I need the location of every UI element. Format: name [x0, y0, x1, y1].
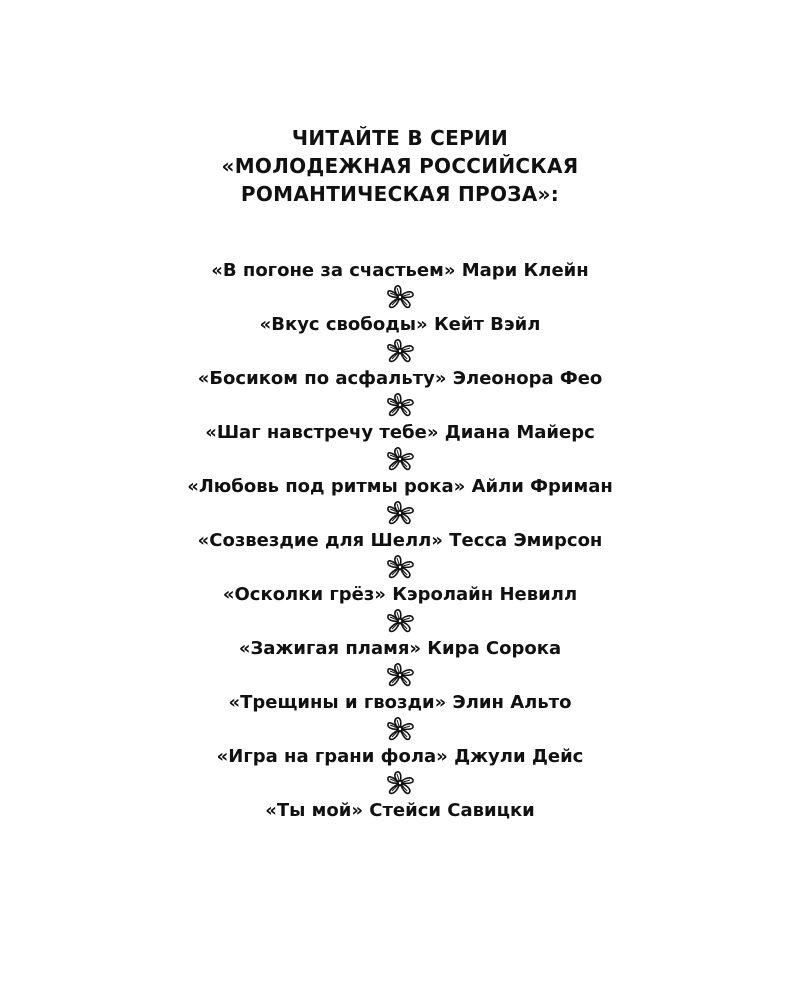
book-author: Элеонора Фео	[452, 368, 603, 389]
book-title: «Осколки грёз»	[222, 584, 386, 605]
book-title: «Ты мой»	[265, 800, 363, 821]
list-item	[0, 797, 800, 824]
flower-icon	[0, 338, 800, 365]
flower-icon	[0, 662, 800, 689]
list-item	[0, 743, 800, 770]
book-author: Джули Дейс	[454, 746, 584, 767]
book-author: Айли Фриман	[471, 476, 613, 497]
book-author: Кейт Вэйл	[433, 314, 541, 335]
book-title: «В погоне за счастьем»	[211, 260, 456, 281]
book-author: Мари Клейн	[461, 260, 589, 281]
list-item	[0, 473, 800, 500]
book-title: «Созвездие для Шелл»	[197, 530, 443, 551]
list-item	[0, 419, 800, 446]
book-title: «Трещины и гвозди»	[228, 692, 447, 713]
flower-icon	[0, 554, 800, 581]
list-item	[0, 527, 800, 554]
heading-line-3: РОМАНТИЧЕСКАЯ ПРОЗА»:	[240, 182, 560, 206]
book-author: Кира Сорока	[427, 638, 562, 659]
book-title: «Шаг навстречу тебе»	[205, 422, 439, 443]
list-item	[0, 311, 800, 338]
flower-icon	[0, 284, 800, 311]
heading-line-1: ЧИТАЙТЕ В СЕРИИ	[291, 126, 509, 150]
list-item	[0, 257, 800, 284]
flower-icon	[0, 446, 800, 473]
book-author: Элин Альто	[452, 692, 572, 713]
book-list	[0, 257, 800, 824]
list-item	[0, 689, 800, 716]
flower-icon	[0, 770, 800, 797]
book-title: «Любовь под ритмы рока»	[187, 476, 466, 497]
list-item	[0, 365, 800, 392]
series-heading	[0, 124, 800, 208]
book-title: «Игра на грани фола»	[216, 746, 448, 767]
flower-icon	[0, 608, 800, 635]
book-title: «Босиком по асфальту»	[197, 368, 447, 389]
book-title: «Зажигая пламя»	[238, 638, 422, 659]
book-title: «Вкус свободы»	[259, 314, 428, 335]
flower-icon	[0, 716, 800, 743]
list-item	[0, 581, 800, 608]
book-author: Кэролайн Невилл	[392, 584, 578, 605]
flower-icon	[0, 500, 800, 527]
book-author: Стейси Савицки	[369, 800, 535, 821]
list-item	[0, 635, 800, 662]
book-author: Диана Майерс	[444, 422, 595, 443]
flower-icon	[0, 392, 800, 419]
heading-line-2: «МОЛОДЕЖНАЯ РОССИЙСКАЯ	[221, 154, 579, 178]
book-author: Тесса Эмирсон	[449, 530, 603, 551]
